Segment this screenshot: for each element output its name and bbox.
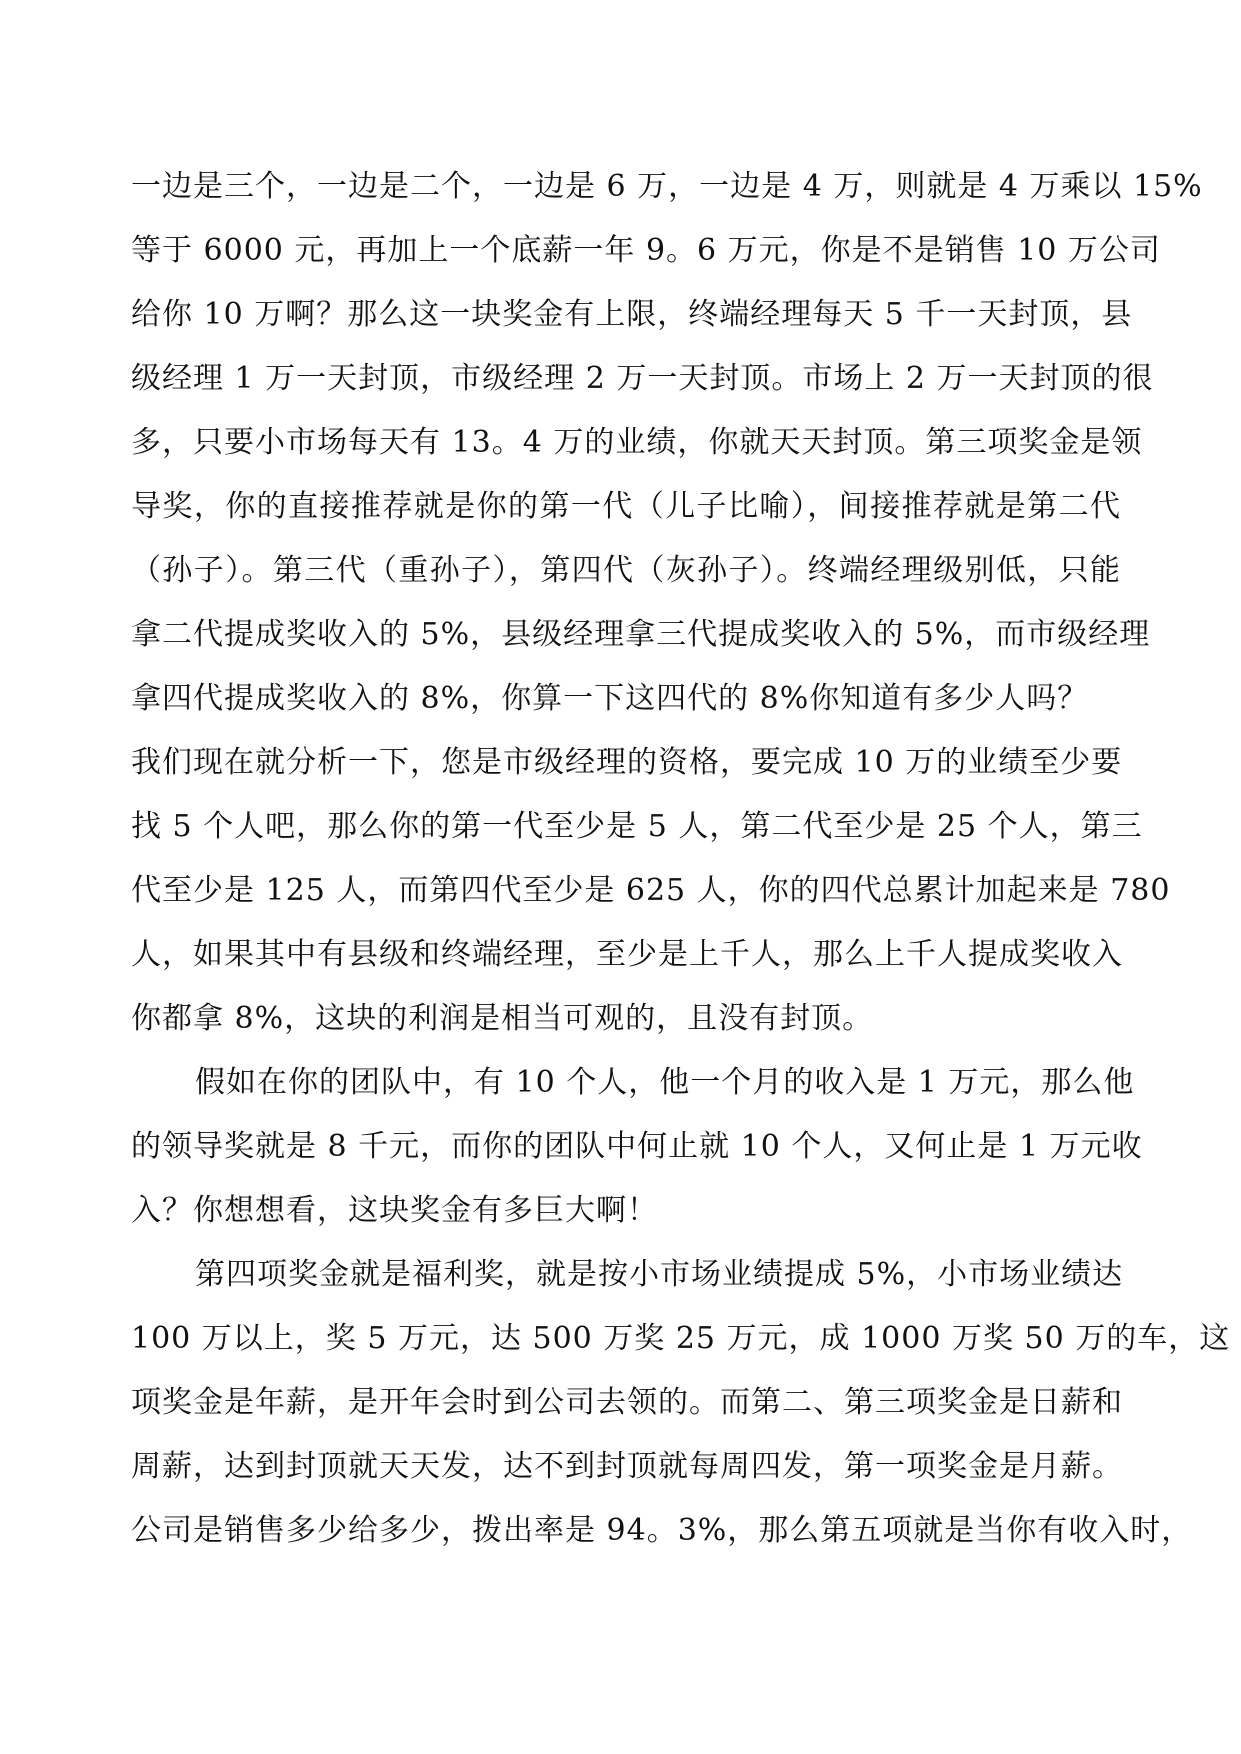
text-line: 找 5 个人吧，那么你的第一代至少是 5 人，第二代至少是 25 个人，第三 [131, 809, 1143, 844]
text-line: 导奖，你的直接推荐就是你的第一代（儿子比喻），间接推荐就是第二代 [131, 489, 1121, 524]
text-line: 级经理 1 万一天封顶，市级经理 2 万一天封顶。市场上 2 万一天封顶的很 [131, 361, 1154, 396]
text-line: （孙子）。第三代（重孙子），第四代（灰孙子）。终端经理级别低，只能 [131, 553, 1121, 588]
text-line: 项奖金是年薪，是开年会时到公司去领的。而第二、第三项奖金是日薪和 [131, 1385, 1123, 1420]
text-line: 代至少是 125 人，而第四代至少是 625 人，你的四代总累计加起来是 780 [131, 873, 1171, 908]
text-line: 多，只要小市场每天有 13。4 万的业绩，你就天天封顶。第三项奖金是领 [131, 425, 1143, 460]
text-line: 一边是三个，一边是二个，一边是 6 万，一边是 4 万，则就是 4 万乘以 15% [131, 169, 1203, 204]
paragraph-start-line: 第四项奖金就是福利奖，就是按小市场业绩提成 5%，小市场业绩达 [195, 1257, 1124, 1292]
text-line: 拿二代提成奖收入的 5%，县级经理拿三代提成奖收入的 5%，而市级经理 [131, 617, 1151, 652]
text-line: 人，如果其中有县级和终端经理，至少是上千人，那么上千人提成奖收入 [131, 937, 1123, 972]
text-line: 周薪，达到封顶就天天发，达不到封顶就每周四发，第一项奖金是月薪。 [131, 1449, 1123, 1484]
body-text [131, 155, 1231, 1563]
text-line: 我们现在就分析一下，您是市级经理的资格，要完成 10 万的业绩至少要 [131, 745, 1123, 780]
text-line: 拿四代提成奖收入的 8%，你算一下这四代的 8%你知道有多少人吗？ [131, 681, 1089, 716]
text-line: 你都拿 8%，这块的利润是相当可观的，且没有封顶。 [131, 1001, 874, 1036]
text-line: 公司是销售多少给多少，拨出率是 94。3%，那么第五项就是当你有收入时， [131, 1513, 1193, 1548]
text-line: 入？你想想看，这块奖金有多巨大啊！ [131, 1193, 658, 1228]
text-line: 的领导奖就是 8 千元，而你的团队中何止就 10 个人，又何止是 1 万元收 [131, 1129, 1143, 1164]
paragraph-start-line: 假如在你的团队中，有 10 个人，他一个月的收入是 1 万元，那么他 [195, 1065, 1135, 1100]
text-line: 等于 6000 元，再加上一个底薪一年 9。6 万元，你是不是销售 10 万公司 [131, 233, 1161, 268]
text-line: 给你 10 万啊？那么这一块奖金有上限，终端经理每天 5 千一天封顶，县 [131, 297, 1133, 332]
text-line: 100 万以上，奖 5 万元，达 500 万奖 25 万元，成 1000 万奖 50 万的车，这 [131, 1321, 1231, 1356]
